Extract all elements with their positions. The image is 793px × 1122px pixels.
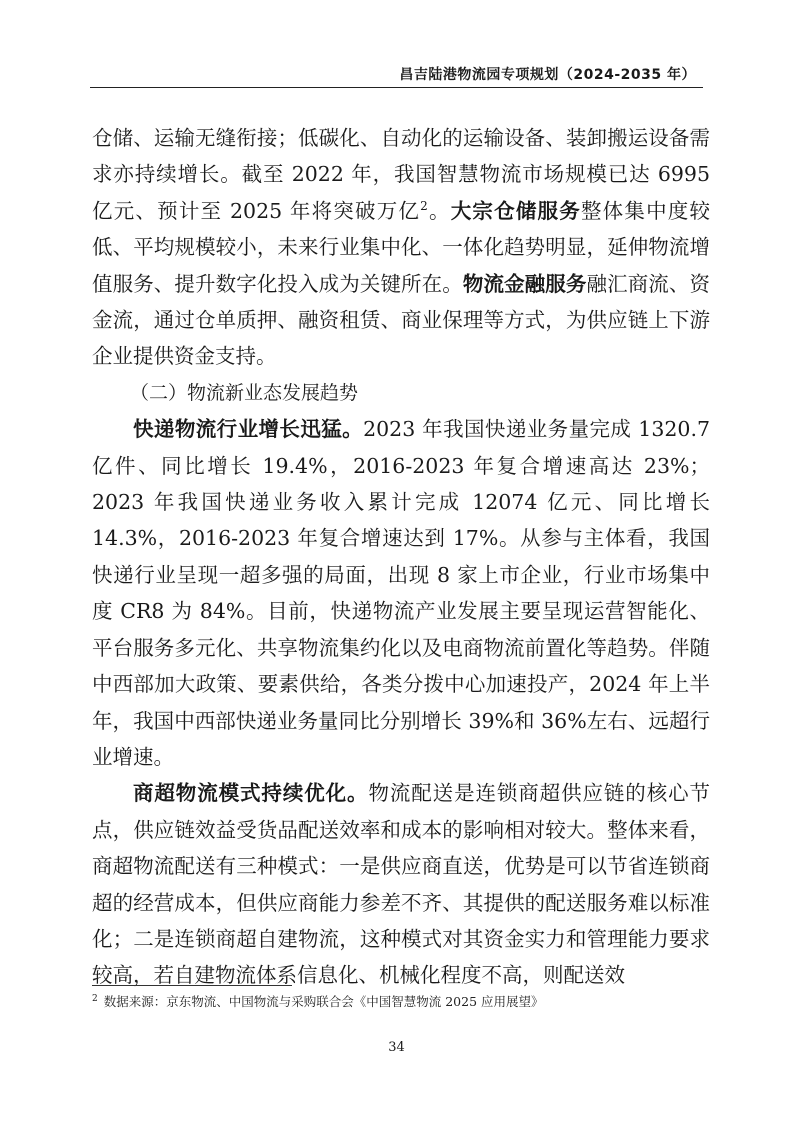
keyword-logistics-finance: 物流金融服务 — [462, 271, 587, 296]
footnote-reference[interactable]: 2 — [420, 198, 428, 213]
page-number: 34 — [388, 1040, 405, 1055]
footnote-rule — [92, 985, 292, 986]
paragraph-3-text: 物流配送是连锁商超供应链的核心节点，供应链效益受货品配送效率和成本的影响相对较大。整体来看，商超物流配送有三种模式：一是供应商直送，优势是可以节省连锁商超的经营成本，但供应商能力参差不齐、其提供的配送服务难以标准化；二是连锁商超自建物流，这种模式对其资金实力和管理能力要求较高，若自建物流体系信息化、机械化程度不高，则配送效 — [92, 781, 711, 988]
footnote-text: 数据来源：京东物流、中国物流与采购联合会《中国智慧物流 2025 应用展望》 — [103, 994, 544, 1009]
paragraph-3-lead: 商超物流模式持续优化。 — [133, 781, 369, 806]
paragraph-1-text-1: 仓储、运输无缝衔接；低碳化、自动化的运输设备、装卸搬运设备需求亦持续增长。截至 2022 年，我国智慧物流市场规模已达 6995 亿元、预计至 2025 年将突破万亿 — [92, 126, 710, 223]
paragraph-1-text-4: 融汇商流、资金流，通过仓单质押、融资租赁、商业保理等方式，为供应链上下游企业提供资金支持。 — [92, 271, 711, 369]
paragraph-2-lead: 快递物流行业增长迅猛。 — [133, 417, 364, 442]
keyword-bulk-warehousing: 大宗仓储服务 — [450, 198, 581, 223]
paragraph-3 — [92, 775, 710, 993]
header-rule — [90, 87, 703, 88]
paragraph-1-text-2: 。 — [427, 198, 451, 223]
body-text — [92, 120, 710, 994]
paragraph-1 — [92, 120, 710, 375]
section-subheading: （二）物流新业态发展趋势 — [130, 381, 359, 404]
footnote — [92, 992, 544, 1010]
paragraph-2-text: 2023 年我国快递业务量完成 1320.7 亿件、同比增长 19.4%，2016-2023 年复合增速高达 23%；2023 年我国快递业务收入累计完成 12074 亿元、同比增长 14.3%，2016-2023 年复合增速达到 17%。从参与主体看，我国快递行业呈现一超多强的局面，出现 8 家上市企业，行业市场集中度 CR8 为 84%。目前，快递物流产业发展主要呈现运营智能化、平台服务多元化、共享物流集约化以及电商物流前置化等趋势。伴随中西部加大政策、要素供给，各类分拨中心加速投产，2024 年上半年，我国中西部快递业务量同比分别增长 39%和 36%左右、远超行业增速。 — [92, 417, 711, 769]
footnote-mark: 2 — [92, 993, 98, 1004]
paragraph-2 — [92, 411, 710, 775]
paragraph-1-text-3: 整体集中度较低、平均规模较小，未来行业集中化、一体化趋势明显，延伸物流增值服务、提升数字化投入成为关键所在。 — [92, 198, 711, 296]
running-header: 昌吉陆港物流园专项规划（2024-2035 年） — [399, 67, 696, 83]
